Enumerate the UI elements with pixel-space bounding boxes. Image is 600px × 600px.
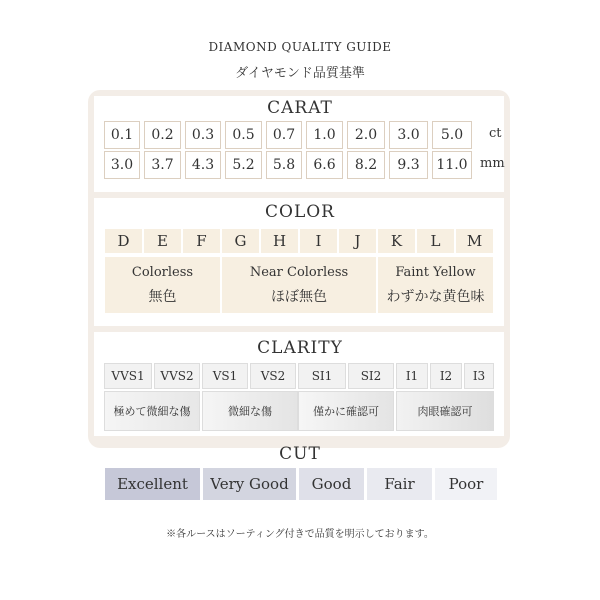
clarity-grade-cell: VVS1 bbox=[104, 363, 152, 389]
color-grade-cell: L bbox=[416, 228, 455, 254]
page-title-jp: ダイヤモンド品質基準 bbox=[235, 66, 365, 81]
clarity-grade-cell: I1 bbox=[396, 363, 428, 389]
footnote: ※各ルースはソーティング付きで品質を明示しております。 bbox=[166, 529, 434, 540]
color-grade-cell: D bbox=[104, 228, 143, 254]
color-group-cell bbox=[104, 256, 221, 314]
color-group-label-en: Faint Yellow bbox=[395, 264, 476, 280]
clarity-grade-cell: VS2 bbox=[250, 363, 296, 389]
clarity-group-cell: 肉眼確認可 bbox=[396, 391, 494, 431]
clarity-grade-cell: I2 bbox=[430, 363, 462, 389]
page-title-en: DIAMOND QUALITY GUIDE bbox=[208, 40, 392, 54]
carat-size-cell: 8.2 bbox=[347, 151, 385, 179]
clarity-grade-cell: I3 bbox=[464, 363, 494, 389]
color-grade-cell: I bbox=[299, 228, 338, 254]
cut-grade-cell: Very Good bbox=[202, 467, 297, 501]
carat-title: CARAT bbox=[267, 98, 333, 118]
carat-size-cell: 9.3 bbox=[389, 151, 428, 179]
clarity-group-cell: 微細な傷 bbox=[202, 391, 298, 431]
carat-weight-unit: ct bbox=[489, 126, 502, 141]
carat-size-cell: 5.8 bbox=[266, 151, 302, 179]
cut-grade-cell: Poor bbox=[434, 467, 498, 501]
clarity-title: CLARITY bbox=[257, 338, 343, 358]
color-grade-cell: F bbox=[182, 228, 221, 254]
clarity-grade-cell: SI2 bbox=[348, 363, 394, 389]
carat-weight-cell: 0.1 bbox=[104, 121, 140, 149]
color-grade-cell: H bbox=[260, 228, 299, 254]
carat-weight-cell: 0.7 bbox=[266, 121, 302, 149]
color-grade-cell: G bbox=[221, 228, 260, 254]
color-group-cell bbox=[377, 256, 494, 314]
carat-size-cell: 6.6 bbox=[306, 151, 343, 179]
clarity-group-cell: 極めて微細な傷 bbox=[104, 391, 200, 431]
carat-weight-cell: 5.0 bbox=[432, 121, 472, 149]
clarity-grade-cell: VS1 bbox=[202, 363, 248, 389]
carat-size-unit: mm bbox=[480, 156, 505, 171]
carat-size-cell: 5.2 bbox=[225, 151, 262, 179]
color-title: COLOR bbox=[265, 202, 335, 222]
carat-weight-cell: 1.0 bbox=[306, 121, 343, 149]
clarity-group-cell: 僅かに確認可 bbox=[298, 391, 394, 431]
color-grade-cell: M bbox=[455, 228, 494, 254]
carat-weight-cell: 2.0 bbox=[347, 121, 385, 149]
carat-size-cell: 3.7 bbox=[144, 151, 181, 179]
carat-weight-cell: 3.0 bbox=[389, 121, 428, 149]
clarity-grade-cell: SI1 bbox=[298, 363, 346, 389]
cut-title: CUT bbox=[279, 444, 321, 464]
cut-grade-cell: Fair bbox=[366, 467, 433, 501]
carat-weight-cell: 0.2 bbox=[144, 121, 181, 149]
carat-size-cell: 3.0 bbox=[104, 151, 140, 179]
color-grade-cell: E bbox=[143, 228, 182, 254]
color-group-cell bbox=[221, 256, 377, 314]
color-grade-cell: K bbox=[377, 228, 416, 254]
cut-grade-cell: Good bbox=[298, 467, 365, 501]
color-group-label-en: Near Colorless bbox=[249, 264, 349, 280]
color-group-label-jp: わずかな黄色味 bbox=[386, 288, 485, 305]
color-group-label-jp: 無色 bbox=[148, 288, 177, 305]
cut-grade-cell: Excellent bbox=[104, 467, 201, 501]
color-grade-cell: J bbox=[338, 228, 377, 254]
carat-size-cell: 4.3 bbox=[185, 151, 221, 179]
color-group-label-en: Colorless bbox=[131, 264, 194, 280]
color-group-label-jp: ほぼ無色 bbox=[271, 288, 327, 305]
clarity-grade-cell: VVS2 bbox=[154, 363, 200, 389]
carat-size-cell: 11.0 bbox=[432, 151, 472, 179]
carat-weight-cell: 0.3 bbox=[185, 121, 221, 149]
carat-weight-cell: 0.5 bbox=[225, 121, 262, 149]
